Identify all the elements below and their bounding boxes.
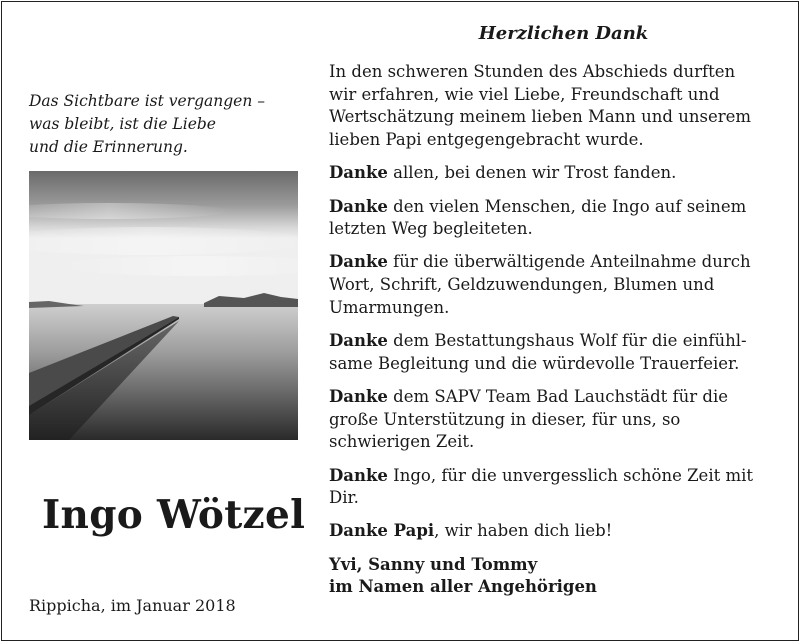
thanks-paragraph xyxy=(329,251,784,319)
thanks-text: , wir haben dich lieb! xyxy=(434,521,613,541)
thanks-text: den vielen Menschen, die Ingo auf seinem xyxy=(387,196,747,216)
thanks-line: letzten Weg begleiteten. xyxy=(329,219,533,239)
thanks-bold: Danke xyxy=(329,331,388,351)
thanks-paragraph xyxy=(329,465,784,510)
thanks-paragraph xyxy=(329,386,784,454)
quote-line: Das Sichtbare ist vergangen – xyxy=(29,92,265,110)
thanks-text: dem SAPV Team Bad Lauchstädt für die xyxy=(387,386,729,406)
intro-line: Wertschätzung meinem lieben Mann und unserem xyxy=(329,107,752,127)
pier-lake-photo xyxy=(29,171,298,440)
thanks-line xyxy=(329,251,784,274)
thanks-heading: Herzlichen Dank xyxy=(478,23,649,44)
signature-line: im Namen aller Angehörigen xyxy=(329,577,597,597)
deceased-name: Ingo Wötzel xyxy=(42,492,306,538)
thanks-bold: Danke xyxy=(329,252,388,272)
thanks-line: Wort, Schrift, Geldzuwendungen, Blumen und xyxy=(329,275,715,295)
pier-lake-photo-icon xyxy=(29,171,298,440)
thanks-line: große Unterstützung in dieser, für uns, so xyxy=(329,409,681,429)
thanks-line xyxy=(329,162,784,185)
thanks-line xyxy=(329,196,784,219)
thanks-line xyxy=(329,386,784,409)
quote-line: und die Erinnerung. xyxy=(29,138,188,156)
thanks-paragraph xyxy=(329,330,784,375)
thanks-column xyxy=(329,22,784,599)
intro-paragraph xyxy=(329,61,784,152)
thanks-paragraph xyxy=(329,162,784,185)
signature xyxy=(329,554,784,599)
intro-line: In den schweren Stunden des Abschieds durften xyxy=(329,62,736,81)
thanks-line: Dir. xyxy=(329,488,359,508)
thanks-line xyxy=(329,465,784,488)
thanks-text: dem Bestattungshaus Wolf für die einfühl- xyxy=(387,331,747,351)
quote-line: was bleibt, ist die Liebe xyxy=(29,115,216,133)
thanks-bold: Danke Papi xyxy=(329,521,435,541)
thanks-line xyxy=(329,330,784,353)
thanks-line: Umarmungen. xyxy=(329,297,450,317)
thanks-line: schwierigen Zeit. xyxy=(329,432,475,452)
thanks-text: Ingo, für die unvergesslich schöne Zeit mit xyxy=(387,465,754,485)
intro-line: wir erfahren, wie viel Liebe, Freundschaft und xyxy=(329,84,720,104)
intro-line: lieben Papi entgegengebracht wurde. xyxy=(329,130,644,150)
signature-line: Yvi, Sanny und Tommy xyxy=(329,554,538,574)
thanks-text: für die überwältigende Anteilnahme durch xyxy=(387,252,751,272)
memorial-quote xyxy=(29,90,309,159)
thanks-bold: Danke xyxy=(329,465,388,485)
thanks-bold: Danke xyxy=(329,196,388,216)
thanks-paragraph xyxy=(329,520,784,543)
thanks-bold: Danke xyxy=(329,163,388,183)
thanks-paragraph xyxy=(329,196,784,241)
thanks-bold: Danke xyxy=(329,386,388,406)
place-date: Rippicha, im Januar 2018 xyxy=(29,596,236,615)
thanks-line xyxy=(329,520,784,543)
thanks-text: allen, bei denen wir Trost fanden. xyxy=(387,163,677,183)
thanks-line: same Begleitung und die würdevolle Trauerfeier. xyxy=(329,353,740,373)
